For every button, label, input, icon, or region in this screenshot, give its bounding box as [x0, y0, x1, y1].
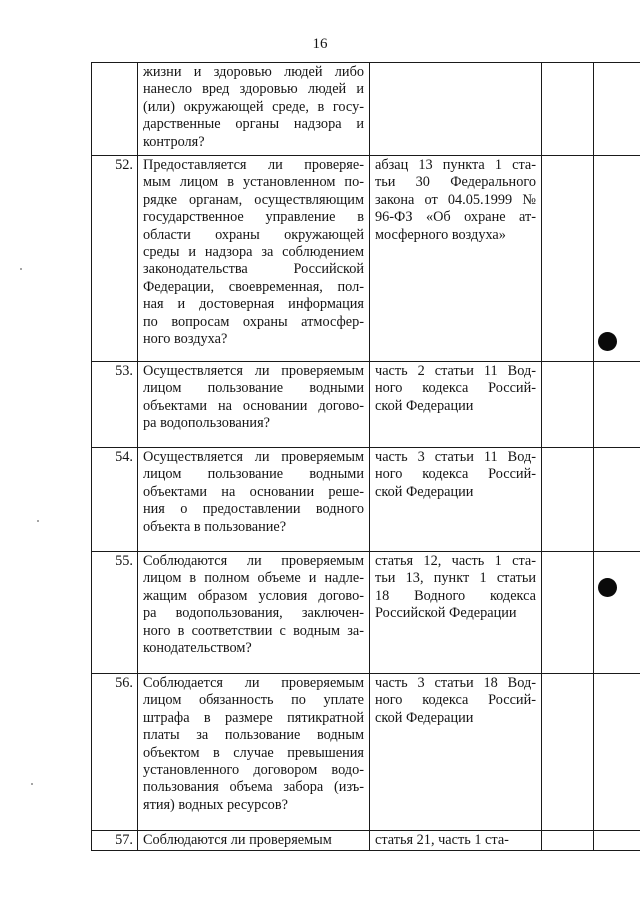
question-line: лицом обязанность по уплате: [143, 692, 364, 709]
question-line: объектами на основании догово-: [143, 397, 364, 414]
notes-cell: [594, 448, 640, 552]
reference-line: 18 Водного кодекса: [375, 587, 536, 604]
question-cell: [138, 63, 370, 156]
question-line: лицом в полном объеме и надле-: [143, 570, 364, 587]
item-number-cell: [92, 552, 138, 674]
legal-reference-cell: [370, 63, 542, 156]
item-number-cell: [92, 831, 138, 851]
reference-line: ного кодекса Россий-: [375, 692, 536, 709]
question-line: ятия) водных ресурсов?: [143, 796, 288, 813]
item-number: 55.: [115, 553, 133, 569]
question-line: объектами на основании реше-: [143, 483, 364, 500]
item-number-cell: [92, 362, 138, 448]
legal-reference-cell: [370, 362, 542, 448]
question-line: среды и надзора за соблюдением: [143, 244, 364, 261]
question-cell: [138, 831, 370, 851]
notes-cell: [594, 674, 640, 831]
answer-cell: [542, 448, 594, 552]
question-cell: [138, 362, 370, 448]
reference-line: ской Федерации: [375, 397, 474, 414]
question-line: ра водопользования, заключен-: [143, 605, 364, 622]
reference-line: мосферного воздуха»: [375, 226, 506, 243]
question-line: ного воздуха?: [143, 331, 228, 348]
question-line: Предоставляется ли проверяе-: [143, 157, 364, 173]
question-line: платы за пользование водным: [143, 727, 364, 744]
answer-cell: [542, 552, 594, 674]
reference-line: абзац 13 пункта 1 ста-: [375, 157, 536, 173]
table-row: [92, 448, 640, 552]
reference-line: тьи 30 Федерального: [375, 174, 536, 191]
table-row: [92, 674, 640, 831]
reference-line: статья 12, часть 1 ста-: [375, 553, 536, 569]
question-line: ния о предоставлении водного: [143, 501, 364, 518]
question-line: ная и достоверная информация: [143, 296, 364, 313]
question-cell: [138, 448, 370, 552]
notes-cell: [594, 831, 640, 851]
notes-cell: [594, 362, 640, 448]
legal-reference-cell: [370, 156, 542, 362]
question-line: штрафа в размере пятикратной: [143, 709, 364, 726]
question-cell: [138, 674, 370, 831]
question-line: (или) окружающей среде, в госу-: [143, 98, 364, 115]
answer-cell: [542, 831, 594, 851]
binder-hole-bottom: [598, 578, 617, 597]
table-row: [92, 63, 640, 156]
reference-line: 96-ФЗ «Об охране ат-: [375, 209, 536, 226]
reference-line: тьи 13, пункт 1 статьи: [375, 570, 536, 587]
legal-reference-cell: [370, 674, 542, 831]
answer-cell: [542, 63, 594, 156]
question-line: мым лицом в установленном по-: [143, 174, 364, 191]
legal-reference-cell: [370, 831, 542, 851]
question-line: рядке органам, осуществляющим: [143, 191, 364, 208]
question-line: Осуществляется ли проверяемым: [143, 363, 364, 379]
legal-reference-cell: [370, 448, 542, 552]
question-line: Соблюдаются ли проверяемым: [143, 832, 332, 848]
table-row: [92, 552, 640, 674]
scan-speck: [31, 783, 33, 785]
table-row: [92, 362, 640, 448]
question-line: лицом пользование водными: [143, 380, 364, 397]
reference-line: ской Федерации: [375, 709, 474, 726]
item-number: 54.: [115, 449, 133, 465]
item-number: 52.: [115, 157, 133, 173]
question-line: установленного договором водо-: [143, 762, 364, 779]
item-number: 53.: [115, 363, 133, 379]
question-line: контроля?: [143, 133, 205, 150]
reference-line: часть 2 статьи 11 Вод-: [375, 363, 536, 379]
question-line: Соблюдаются ли проверяемым: [143, 553, 364, 569]
item-number-cell: [92, 448, 138, 552]
question-line: объекта в пользование?: [143, 518, 287, 535]
question-line: области охраны окружающей: [143, 226, 364, 243]
notes-cell: [594, 156, 640, 362]
question-cell: [138, 156, 370, 362]
question-line: ного в соответствии с водным за-: [143, 622, 364, 639]
legal-reference-cell: [370, 552, 542, 674]
item-number-cell: [92, 156, 138, 362]
answer-cell: [542, 362, 594, 448]
item-number-cell: [92, 674, 138, 831]
answer-cell: [542, 674, 594, 831]
item-number: 57.: [115, 832, 133, 848]
table-row: [92, 831, 640, 851]
item-number-cell: [92, 63, 138, 156]
question-line: объектом в случае превышения: [143, 744, 364, 761]
reference-line: статья 21, часть 1 ста-: [375, 832, 509, 848]
reference-line: ного кодекса Россий-: [375, 380, 536, 397]
question-line: лицом пользование водными: [143, 466, 364, 483]
question-line: законодательства Российской: [143, 261, 364, 278]
checklist-table: [91, 62, 640, 851]
item-number: 56.: [115, 675, 133, 691]
question-line: жизни и здоровью людей либо: [143, 64, 364, 80]
question-line: конодательством?: [143, 640, 252, 657]
notes-cell: [594, 552, 640, 674]
question-line: Федерации, своевременная, пол-: [143, 278, 364, 295]
answer-cell: [542, 156, 594, 362]
question-line: пользования объема забора (изъ-: [143, 779, 364, 796]
question-line: Осуществляется ли проверяемым: [143, 449, 364, 465]
table-row: [92, 156, 640, 362]
question-line: жащим образом условия догово-: [143, 587, 364, 604]
reference-line: часть 3 статьи 11 Вод-: [375, 449, 536, 465]
question-line: по вопросам охраны атмосфер-: [143, 313, 364, 330]
notes-cell: [594, 63, 640, 156]
question-line: ра водопользования?: [143, 415, 270, 432]
question-line: нанесло вред здоровью людей и: [143, 81, 364, 98]
question-line: Соблюдается ли проверяемым: [143, 675, 364, 691]
scan-speck: [20, 268, 22, 270]
question-line: государственное управление в: [143, 209, 364, 226]
scan-speck: [37, 520, 39, 522]
reference-line: закона от 04.05.1999 №: [375, 191, 536, 208]
reference-line: Российской Федерации: [375, 605, 517, 622]
reference-line: ного кодекса Россий-: [375, 466, 536, 483]
page-number: 16: [312, 36, 328, 52]
question-line: дарственные органы надзора и: [143, 116, 364, 133]
binder-hole-top: [598, 332, 617, 351]
reference-line: часть 3 статьи 18 Вод-: [375, 675, 536, 691]
question-cell: [138, 552, 370, 674]
reference-line: ской Федерации: [375, 483, 474, 500]
